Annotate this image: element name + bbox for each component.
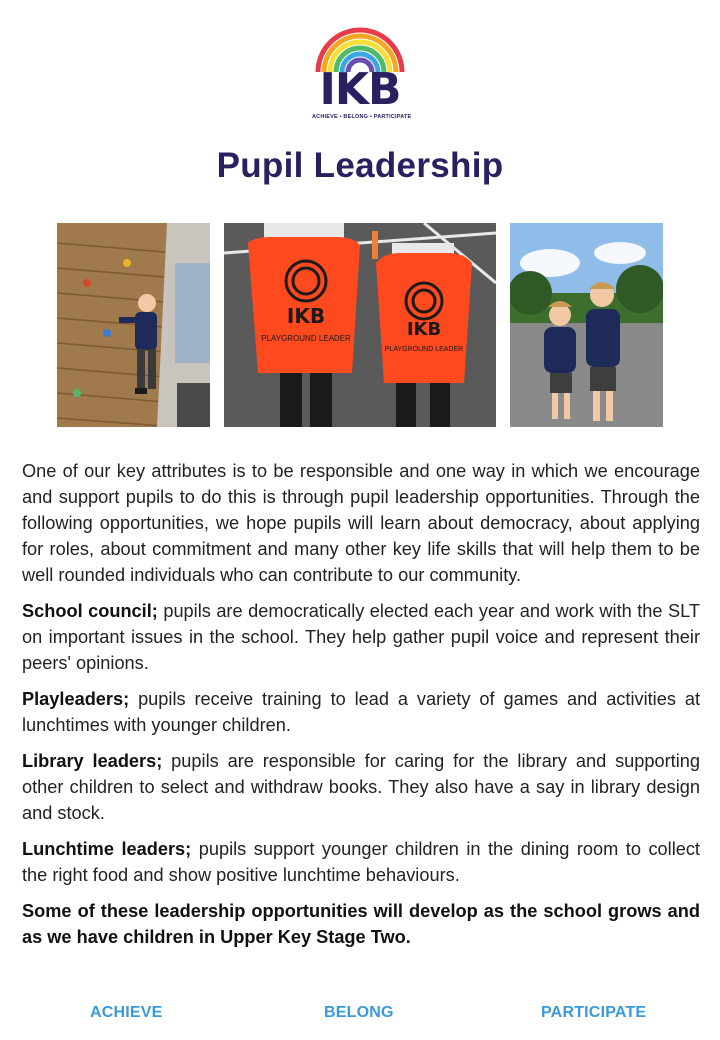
role-heading: Library leaders;: [22, 751, 163, 771]
role-heading: School council;: [22, 601, 158, 621]
footer-belong: BELONG: [324, 1004, 394, 1021]
role-library-leaders: [22, 748, 700, 826]
role-text: pupils are responsible for caring for the library and supporting other children to select and withdraw books. They also have a say in library design and stock.: [22, 751, 700, 823]
role-playleaders: [22, 686, 700, 738]
logo-text: IKB: [319, 64, 401, 115]
intro-paragraph: One of our key attributes is to be responsible and one way in which we encourage and support pupils to do this is through pupil leadership opportunities. Through the following opportunities, we hope pupils will learn about democracy, about applying for roles, about commitment and many other key life skills that will help them to be well rounded individuals who can contribute to our community.: [22, 461, 700, 585]
footer-participate: PARTICIPATE: [541, 1004, 647, 1021]
vest-label-left: PLAYGROUND LEADER: [261, 334, 351, 343]
two-pupils-photo: [510, 223, 663, 427]
closing-statement: Some of these leadership opportunities will develop as the school grows and as we have children in Upper Key Stage Two.: [22, 901, 700, 947]
role-text: pupils support younger children in the dining room to collect the right food and show positive lunchtime behaviours.: [22, 839, 700, 885]
playground-leader-vests-photo: [224, 223, 496, 427]
role-heading: Playleaders;: [22, 689, 130, 709]
role-text: pupils are democratically elected each year and work with the SLT on important issues in the school. They help gather pupil voice and represent their peers' opinions.: [22, 601, 700, 673]
vest-label-right: PLAYGROUND LEADER: [384, 346, 464, 353]
role-lunchtime-leaders: [22, 836, 700, 888]
logo-tagline: ACHIEVE • BELONG • PARTICIPATE: [312, 114, 412, 120]
school-logo: [312, 24, 412, 126]
climbing-wall-photo: [57, 223, 210, 427]
role-heading: Lunchtime leaders;: [22, 839, 192, 859]
vest-logo-right: IKB: [406, 319, 442, 340]
footer-values: [0, 1004, 720, 1026]
page-title: Pupil Leadership: [216, 146, 504, 185]
vest-logo-left: IKB: [286, 304, 326, 328]
footer-achieve: ACHIEVE: [90, 1004, 163, 1021]
role-text: pupils receive training to lead a variety of games and activities at lunchtimes with younger children.: [22, 689, 700, 735]
role-school-council: [22, 598, 700, 676]
main-content: [22, 458, 700, 960]
